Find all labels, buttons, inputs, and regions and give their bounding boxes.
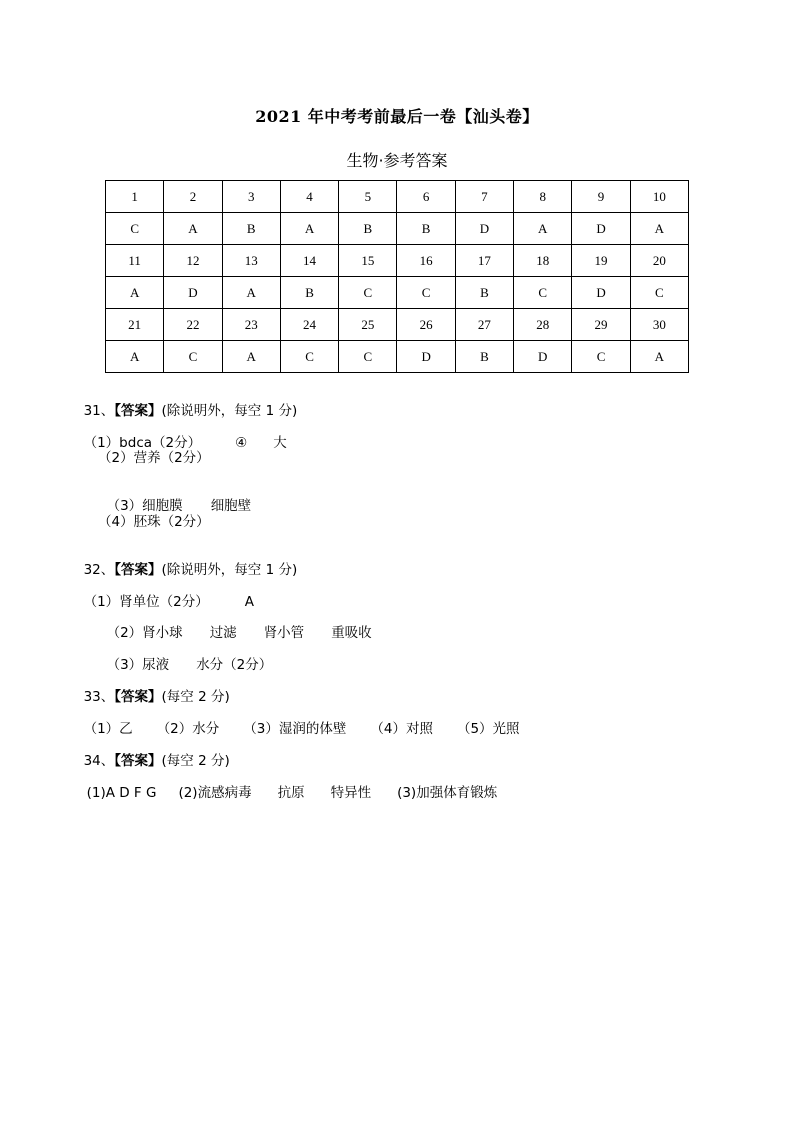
- answer-cell: A: [222, 277, 280, 309]
- answer-cell: A: [106, 341, 164, 373]
- answer-cell: B: [280, 277, 338, 309]
- q31-1-answer-b: ④: [235, 435, 248, 451]
- answer-cell: B: [222, 213, 280, 245]
- q33-answer-2: （2）水分: [156, 721, 220, 737]
- q31-3-answer-b: 细胞壁: [210, 498, 252, 514]
- question-number-cell: 21: [106, 309, 164, 341]
- q32-2-answer-d: 重吸收: [331, 625, 372, 641]
- q34-answer-4: 特异性: [330, 785, 372, 801]
- q31-line-3: [98, 478, 251, 514]
- answer-cell: C: [572, 341, 630, 373]
- question-number-cell: 24: [280, 309, 338, 341]
- answer-table: [105, 180, 689, 373]
- q34-answer-5: (3)加强体育锻炼: [397, 785, 498, 801]
- question-number-cell: 6: [397, 181, 455, 213]
- answer-cell: C: [280, 341, 338, 373]
- question-number-cell: 17: [455, 245, 513, 277]
- answer-cell: A: [630, 213, 688, 245]
- q32-3-answer-a: （3）尿液: [106, 657, 170, 673]
- answer-cell: B: [339, 213, 397, 245]
- question-number-cell: 20: [630, 245, 688, 277]
- answer-cell: A: [164, 213, 222, 245]
- question-number-cell: 25: [339, 309, 397, 341]
- question-number-cell: 3: [222, 181, 280, 213]
- question-number-row: [106, 181, 689, 213]
- q31-answer-tag: 【答案】: [114, 403, 162, 419]
- q31-3-answer-a: （3）细胞膜: [106, 498, 183, 514]
- answer-cell: A: [630, 341, 688, 373]
- q31-number: 31、: [83, 403, 115, 419]
- answer-cell: D: [572, 213, 630, 245]
- answer-cell: C: [164, 341, 222, 373]
- answer-cell: B: [455, 277, 513, 309]
- q32-line-2: [98, 605, 372, 641]
- q34-answer-2: (2)流感病毒: [178, 785, 252, 801]
- q33-answer-tag: 【答案】: [114, 689, 162, 705]
- page-title: 2021 年中考考前最后一卷【汕头卷】: [255, 107, 539, 126]
- q32-2-answer-a: （2）肾小球: [106, 625, 183, 641]
- q31-note: (除说明外，每空 1 分): [161, 403, 298, 419]
- question-number-cell: 12: [164, 245, 222, 277]
- answer-cell: A: [280, 213, 338, 245]
- answer-cell: D: [455, 213, 513, 245]
- q34-note: (每空 2 分): [161, 753, 230, 769]
- answer-cell: C: [339, 341, 397, 373]
- answer-row: [106, 341, 689, 373]
- q32-answer-tag: 【答案】: [114, 562, 162, 578]
- q32-heading: [75, 542, 297, 578]
- q33-line-1: [75, 701, 520, 737]
- question-number-cell: 30: [630, 309, 688, 341]
- q33-answer-5: （5）光照: [456, 721, 520, 737]
- question-number-cell: 8: [514, 181, 572, 213]
- q34-answer-3: 抗原: [277, 785, 305, 801]
- q32-1-answer-a: （1）肾单位（2分）: [83, 594, 209, 610]
- question-number-cell: 27: [455, 309, 513, 341]
- question-number-cell: 4: [280, 181, 338, 213]
- question-number-cell: 10: [630, 181, 688, 213]
- q31-line-2: （2）营养（2分）: [98, 450, 210, 466]
- q33-heading: [75, 669, 230, 705]
- question-number-cell: 11: [106, 245, 164, 277]
- answer-cell: C: [630, 277, 688, 309]
- answer-cell: D: [572, 277, 630, 309]
- q32-line-3: [98, 637, 272, 673]
- question-number-cell: 13: [222, 245, 280, 277]
- q34-line-1: [78, 765, 497, 801]
- q34-heading: [75, 733, 230, 769]
- q33-number: 33、: [83, 689, 115, 705]
- question-number-cell: 15: [339, 245, 397, 277]
- question-number-cell: 7: [455, 181, 513, 213]
- question-number-cell: 28: [514, 309, 572, 341]
- answer-cell: B: [397, 213, 455, 245]
- q32-number: 32、: [83, 562, 115, 578]
- answer-cell: C: [514, 277, 572, 309]
- q34-answer-tag: 【答案】: [114, 753, 162, 769]
- page-subtitle: 生物·参考答案: [346, 151, 448, 170]
- question-number-cell: 26: [397, 309, 455, 341]
- question-number-cell: 18: [514, 245, 572, 277]
- q31-1-answer-c: 大: [273, 435, 287, 451]
- q32-2-answer-c: 肾小管: [263, 625, 305, 641]
- question-number-cell: 29: [572, 309, 630, 341]
- q32-2-answer-b: 过滤: [209, 625, 237, 641]
- q34-answer-1: (1)A D F G: [86, 785, 157, 801]
- answer-row: [106, 213, 689, 245]
- answer-cell: D: [397, 341, 455, 373]
- q33-answer-3: （3）湿润的体壁: [243, 721, 347, 737]
- question-number-cell: 1: [106, 181, 164, 213]
- answer-cell: B: [455, 341, 513, 373]
- answer-cell: A: [106, 277, 164, 309]
- answer-cell: D: [514, 341, 572, 373]
- question-number-cell: 16: [397, 245, 455, 277]
- q32-note: (除说明外，每空 1 分): [161, 562, 298, 578]
- question-number-cell: 19: [572, 245, 630, 277]
- answer-cell: C: [339, 277, 397, 309]
- question-number-cell: 14: [280, 245, 338, 277]
- question-number-cell: 23: [222, 309, 280, 341]
- question-number-cell: 2: [164, 181, 222, 213]
- q31-line-4: （4）胚珠（2分）: [98, 514, 210, 530]
- question-number-cell: 5: [339, 181, 397, 213]
- q31-1-answer: （1）bdca（2分）: [83, 435, 202, 451]
- q34-number: 34、: [83, 753, 115, 769]
- question-number-row: [106, 309, 689, 341]
- answer-cell: A: [514, 213, 572, 245]
- answer-cell: A: [222, 341, 280, 373]
- question-number-cell: 9: [572, 181, 630, 213]
- q32-1-answer-b: A: [244, 594, 255, 610]
- q31-heading: [75, 383, 297, 419]
- answer-cell: C: [397, 277, 455, 309]
- answer-cell: D: [164, 277, 222, 309]
- q33-answer-1: （1）乙: [83, 721, 133, 737]
- question-number-cell: 22: [164, 309, 222, 341]
- answer-cell: C: [106, 213, 164, 245]
- q33-answer-4: （4）对照: [370, 721, 433, 737]
- question-number-row: [106, 245, 689, 277]
- answer-row: [106, 277, 689, 309]
- q33-note: (每空 2 分): [161, 689, 230, 705]
- q32-3-answer-b: 水分（2分）: [196, 657, 273, 673]
